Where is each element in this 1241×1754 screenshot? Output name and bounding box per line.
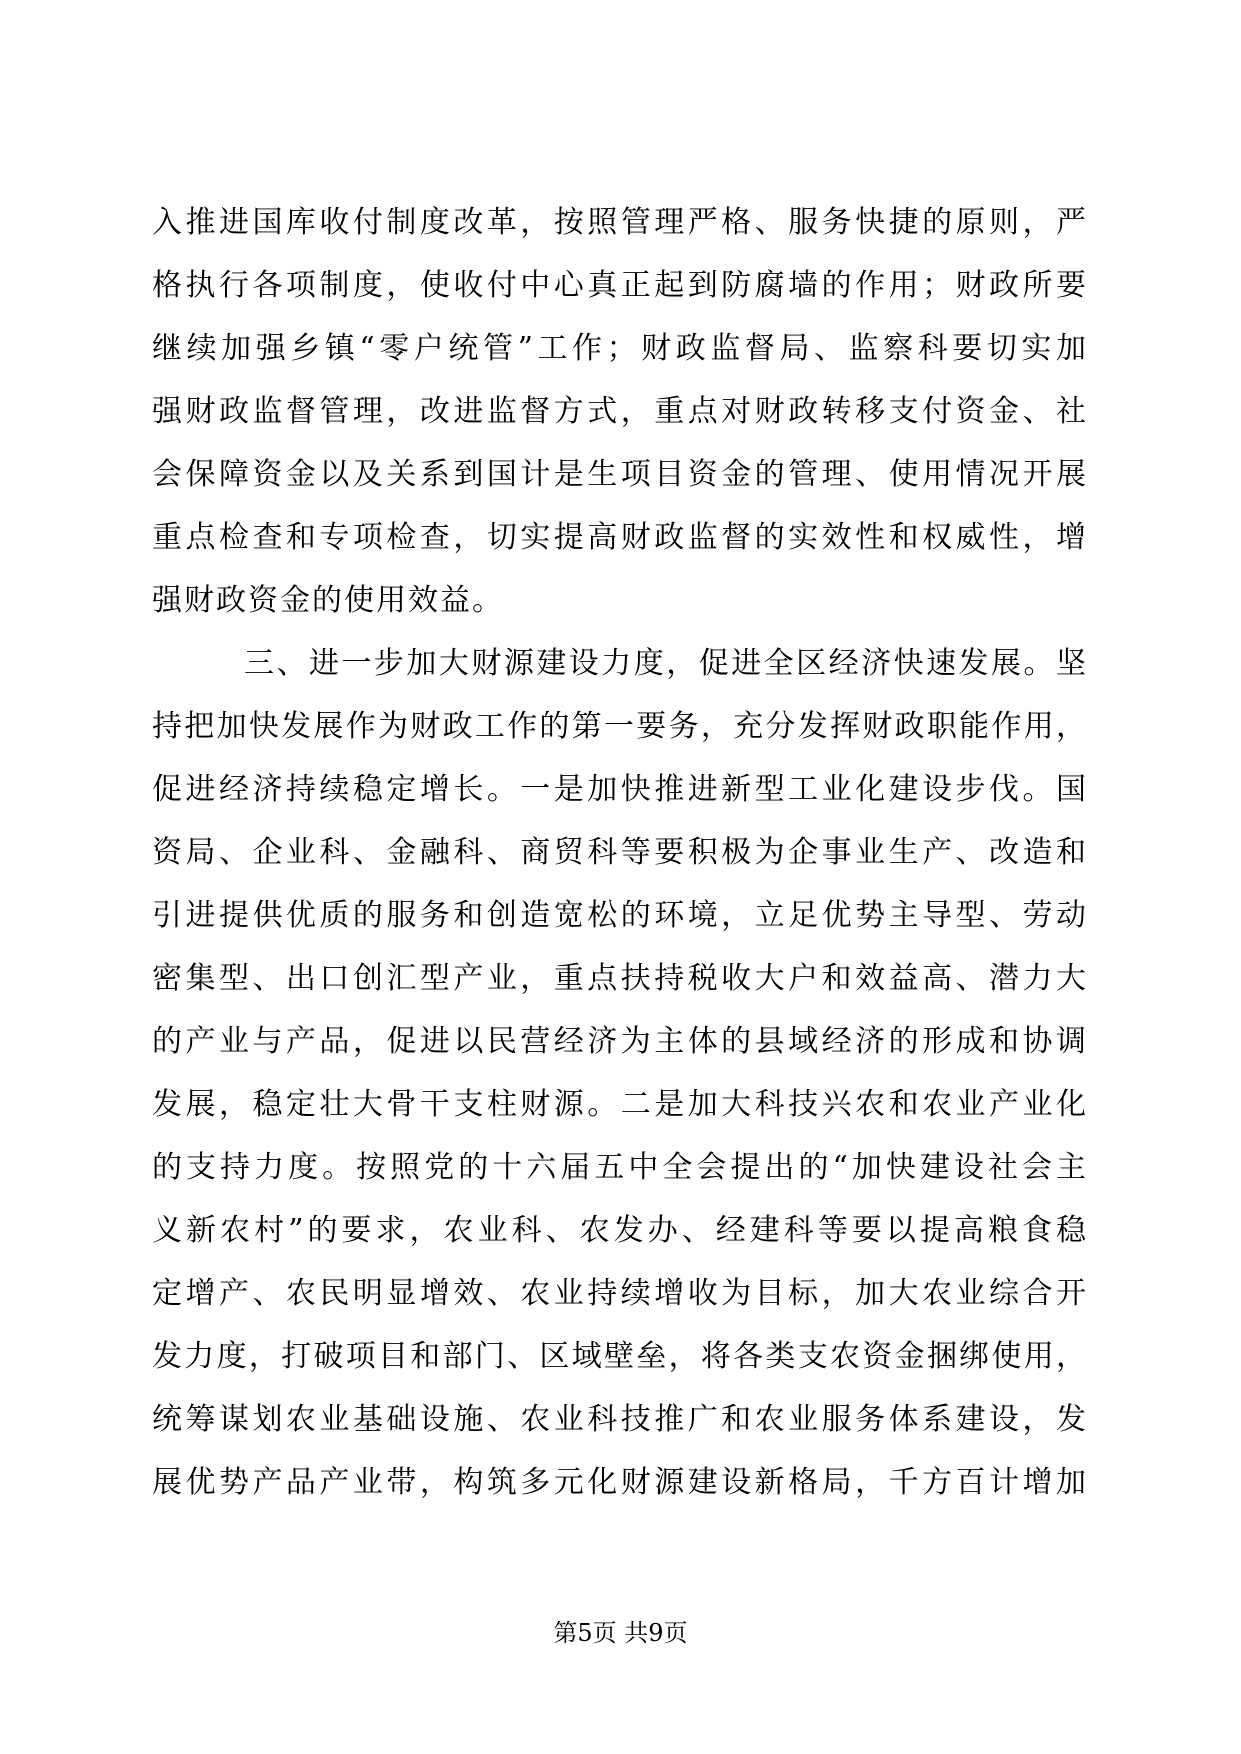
text-line: 强财政资金的使用效益。 (152, 583, 504, 618)
text-line: 发力度，打破项目和部门、区域壁垒，将各类支农资金捆绑使用， (152, 1339, 1088, 1374)
text-line: 入推进国库收付制度改革，按照管理严格、服务快捷的原则，严 (152, 205, 1088, 240)
text-line: 的支持力度。按照党的十六届五中全会提出的“加快建设社会主 (152, 1150, 1088, 1185)
text-line: 促进经济持续稳定增长。一是加快推进新型工业化建设步伐。国 (152, 772, 1088, 807)
text-line: 统筹谋划农业基础设施、农业科技推广和农业服务体系建设，发 (152, 1402, 1088, 1437)
text-line: 引进提供优质的服务和创造宽松的环境，立足优势主导型、劳动 (152, 898, 1088, 933)
text-line: 会保障资金以及关系到国计是生项目资金的管理、使用情况开展 (152, 457, 1088, 492)
text-line: 持把加快发展作为财政工作的第一要务，充分发挥财政职能作用， (152, 709, 1088, 744)
text-line: 重点检查和专项检查，切实提高财政监督的实效性和权威性，增 (152, 520, 1088, 555)
text-line: 继续加强乡镇“零户统管”工作；财政监督局、监察科要切实加 (152, 331, 1088, 366)
text-line: 格执行各项制度，使收付中心真正起到防腐墙的作用；财政所要 (152, 268, 1088, 303)
text-line: 的产业与产品，促进以民营经济为主体的县域经济的形成和协调 (152, 1024, 1088, 1059)
text-line: 密集型、出口创汇型产业，重点扶持税收大户和效益高、潜力大 (152, 961, 1088, 996)
text-line: 强财政监督管理，改进监督方式，重点对财政转移支付资金、社 (152, 394, 1088, 429)
text-line: 资局、企业科、金融科、商贸科等要积极为企事业生产、改造和 (152, 835, 1088, 870)
text-line: 义新农村”的要求，农业科、农发办、经建科等要以提高粮食稳 (152, 1213, 1088, 1248)
page-number-footer: 第5页 共9页 (553, 1619, 688, 1647)
text-line: 发展，稳定壮大骨干支柱财源。二是加大科技兴农和农业产业化 (152, 1087, 1088, 1122)
text-line: 定增产、农民明显增效、农业持续增收为目标，加大农业综合开 (152, 1276, 1088, 1311)
text-line: 展优势产品产业带，构筑多元化财源建设新格局，千方百计增加 (152, 1465, 1088, 1500)
paragraph-first-line: 三、进一步加大财源建设力度，促进全区经济快速发展。坚 (244, 646, 1088, 681)
